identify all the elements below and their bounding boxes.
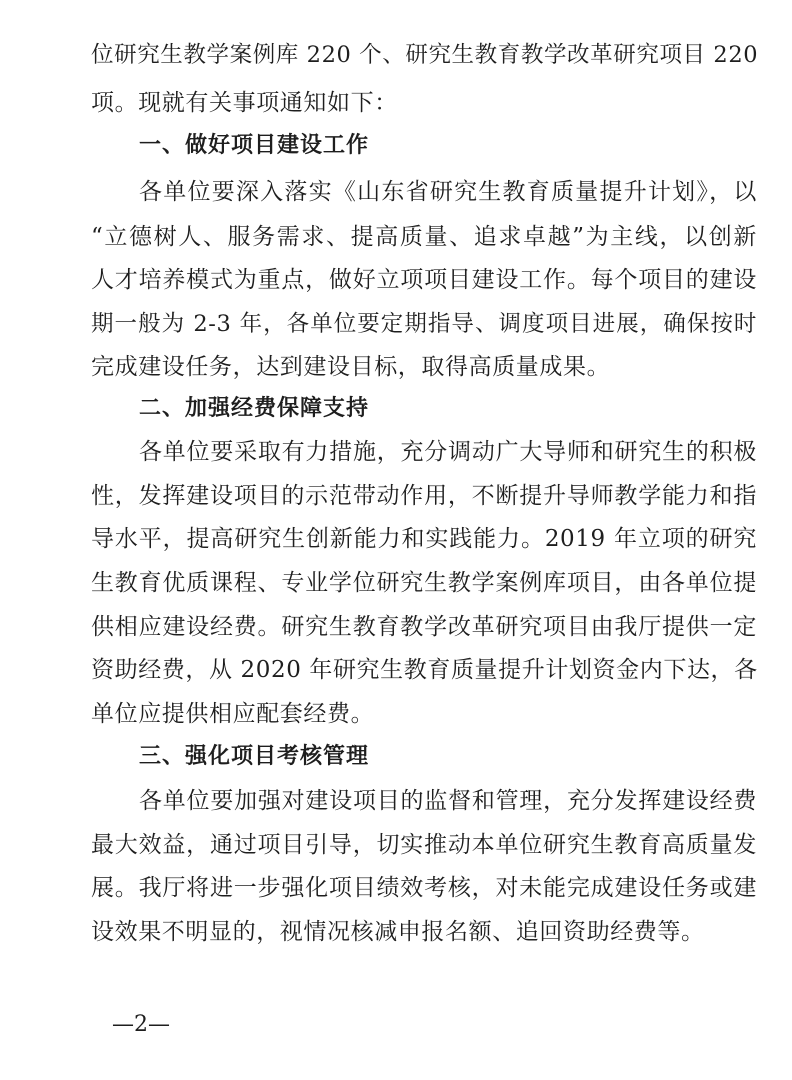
intro-line-1: 位研究生教学案例库 220 个、研究生教育教学改革研究项目 220 — [91, 42, 759, 68]
section-1-line-1: 各单位要深入落实《山东省研究生教育质量提升计划》，以 — [139, 179, 757, 205]
section-2-line-6: 资助经费，从 2020 年研究生教育质量提升计划资金内下达，各 — [91, 657, 758, 683]
section-2-line-1: 各单位要采取有力措施，充分调动广大导师和研究生的积极 — [139, 439, 757, 465]
section-1-line-3: 人才培养模式为重点，做好立项项目建设工作。每个项目的建设 — [91, 267, 757, 293]
section-2-line-5: 供相应建设经费。研究生教育教学改革研究项目由我厅提供一定 — [91, 614, 757, 640]
section-1-heading: 一、做好项目建设工作 — [139, 133, 370, 158]
section-3-line-1: 各单位要加强对建设项目的监督和管理，充分发挥建设经费 — [139, 788, 757, 814]
section-2-heading: 二、加强经费保障支持 — [139, 396, 370, 421]
section-2-line-7: 单位应提供相应配套经费。 — [91, 701, 375, 727]
intro-line-2: 项。现就有关事项通知如下： — [91, 90, 398, 116]
section-2-line-2: 性，发挥建设项目的示范带动作用，不断提升导师教学能力和指 — [91, 483, 757, 509]
section-2-line-4: 生教育优质课程、专业学位研究生教学案例库项目，由各单位提 — [91, 570, 757, 596]
section-3-line-2: 最大效益，通过项目引导，切实推动本单位研究生教育高质量发 — [91, 832, 757, 858]
section-2-line-3: 导水平，提高研究生创新能力和实践能力。2019 年立项的研究 — [91, 526, 757, 552]
section-1-line-4: 期一般为 2-3 年，各单位要定期指导、调度项目进展，确保按时 — [91, 311, 757, 337]
section-1-line-2: “立德树人、服务需求、提高质量、追求卓越”为主线，以创新 — [91, 224, 757, 250]
section-3-line-4: 设效果不明显的，视情况核减申报名额、追回资助经费等。 — [91, 919, 705, 945]
section-1-line-5: 完成建设任务，达到建设目标，取得高质量成果。 — [91, 354, 611, 380]
section-3-heading: 三、强化项目考核管理 — [139, 744, 370, 769]
page-number: —2— — [112, 1012, 170, 1037]
section-3-line-3: 展。我厅将进一步强化项目绩效考核，对未能完成建设任务或建 — [91, 875, 757, 901]
